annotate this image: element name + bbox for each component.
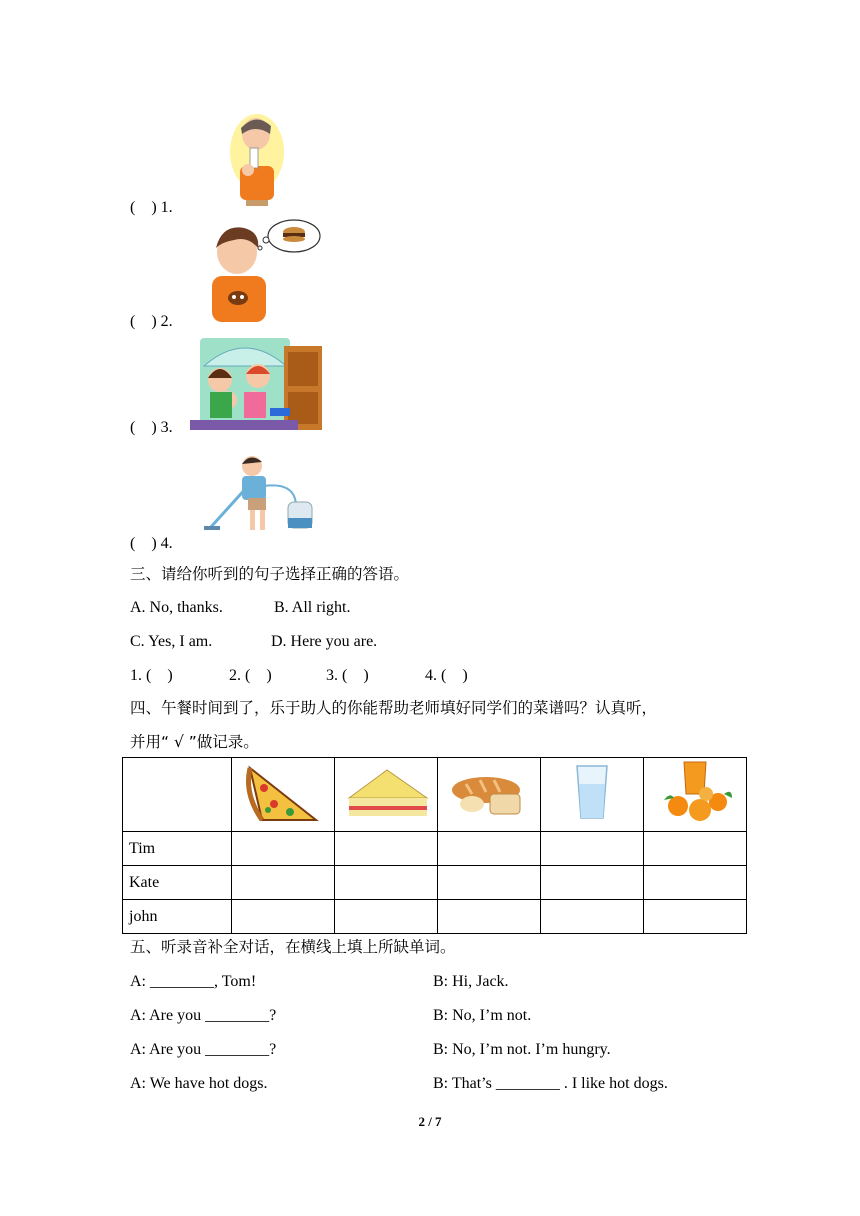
student-name-cell: john [123, 900, 232, 934]
dialogue-b-1: B: Hi, Jack. [433, 973, 509, 990]
water-icon [541, 758, 643, 826]
check-cell[interactable] [438, 866, 541, 900]
table-row [123, 900, 747, 934]
check-cell[interactable] [438, 832, 541, 866]
page-number: 2 / 7 [418, 1114, 442, 1129]
sandwich-icon [335, 758, 437, 826]
answer-blank-3: 3. ( ) [326, 667, 369, 684]
check-cell[interactable] [232, 866, 335, 900]
listen-item-3-label: ( ) 3. [130, 419, 173, 436]
bread-icon [438, 758, 540, 826]
check-cell[interactable] [335, 900, 438, 934]
answer-blank-1: 1. ( ) [130, 667, 173, 684]
dialogue-a-1: A: ________, Tom! [130, 973, 257, 990]
menu-record-table [122, 757, 747, 934]
table-corner-cell [123, 758, 232, 832]
listen-item-2-label: ( ) 2. [130, 313, 173, 330]
table-row [123, 866, 747, 900]
check-cell[interactable] [644, 900, 747, 934]
hungry-boy-picture [204, 218, 324, 326]
check-cell[interactable] [232, 900, 335, 934]
dialogue-b-3: B: No, I’m not. I’m hungry. [433, 1041, 611, 1058]
section-5-title: 五、听录音补全对话，在横线上填上所缺单词。 [130, 938, 456, 956]
dialogue-a-4: A: We have hot dogs. [130, 1075, 268, 1092]
student-name-cell: Tim [123, 832, 232, 866]
food-cell-bread [438, 758, 541, 832]
drinking-man-picture [226, 112, 288, 206]
check-cell[interactable] [644, 832, 747, 866]
table-row [123, 832, 747, 866]
vacuuming-boy-picture [204, 452, 316, 536]
check-cell[interactable] [644, 866, 747, 900]
option-a: A. No, thanks. [130, 599, 223, 616]
food-cell-pizza [232, 758, 335, 832]
pizza-icon [232, 758, 334, 826]
section-3-title: 三、请给你听到的句子选择正确的答语。 [130, 565, 410, 583]
option-d: D. Here you are. [271, 633, 378, 650]
check-cell[interactable] [335, 866, 438, 900]
answer-blank-4: 4. ( ) [425, 667, 468, 684]
section-4-title-line-1: 四、午餐时间到了，乐于助人的你能帮助老师填好同学们的菜谱吗？认真听， [130, 699, 658, 717]
family-at-door-picture [188, 336, 324, 432]
check-cell[interactable] [232, 832, 335, 866]
orange-juice-icon [644, 758, 746, 826]
answer-blank-2: 2. ( ) [229, 667, 272, 684]
check-cell[interactable] [541, 866, 644, 900]
listen-item-1-label: ( ) 1. [130, 199, 173, 216]
food-cell-water [541, 758, 644, 832]
student-name-cell: Kate [123, 866, 232, 900]
listen-item-4-label: ( ) 4. [130, 535, 173, 552]
option-c: C. Yes, I am. [130, 633, 213, 650]
food-cell-orange-juice [644, 758, 747, 832]
food-cell-sandwich [335, 758, 438, 832]
option-b: B. All right. [274, 599, 351, 616]
dialogue-b-2: B: No, I’m not. [433, 1007, 532, 1024]
dialogue-a-2: A: Are you ________? [130, 1007, 277, 1024]
check-cell[interactable] [541, 900, 644, 934]
dialogue-a-3: A: Are you ________? [130, 1041, 277, 1058]
section-4-title-line-2: 并用“ √ ”做记录。 [130, 733, 259, 751]
check-cell[interactable] [438, 900, 541, 934]
check-cell[interactable] [335, 832, 438, 866]
dialogue-b-4: B: That’s ________ . I like hot dogs. [433, 1075, 668, 1092]
check-cell[interactable] [541, 832, 644, 866]
